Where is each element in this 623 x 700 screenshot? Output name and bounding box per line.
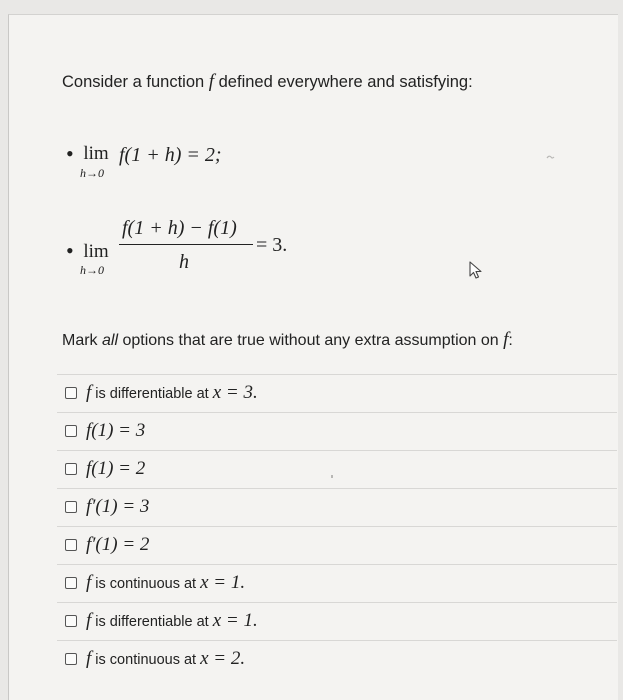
option-3[interactable] [62, 450, 615, 488]
condition-2-lim-sub: h→0 [80, 263, 104, 277]
intro-prefix: Consider a function [62, 73, 209, 91]
condition-1-expression-text: f(1 + h) = 2; [119, 144, 222, 166]
condition-2-numerator [122, 218, 237, 238]
option-3-checkbox[interactable] [65, 463, 77, 475]
condition-2-denominator-text: h [179, 251, 189, 273]
condition-1-lim-sub: h→0 [80, 166, 104, 180]
stray-mark [331, 475, 333, 478]
option-5[interactable] [62, 526, 615, 564]
option-5-label [86, 534, 149, 556]
instruction-var: f [503, 329, 509, 350]
option-8-checkbox[interactable] [65, 653, 77, 665]
option-8[interactable] [62, 640, 615, 678]
option-6-label [86, 572, 245, 594]
smudge-mark-icon [546, 154, 555, 161]
question-intro [62, 71, 473, 93]
option-7-math: x = 1. [212, 610, 258, 631]
condition-2-fraction-bar [119, 244, 253, 245]
option-2[interactable] [62, 412, 615, 450]
option-7-label [86, 610, 258, 632]
option-4-checkbox[interactable] [65, 501, 77, 513]
option-7[interactable] [62, 602, 615, 640]
option-7-var: f [86, 610, 92, 631]
intro-var: f [208, 71, 215, 92]
instruction-emph: all [102, 332, 119, 349]
option-6-math: x = 1. [200, 572, 246, 593]
option-1-checkbox[interactable] [65, 387, 77, 399]
option-3-label [86, 458, 145, 480]
option-4-math: f′(1) = 3 [86, 496, 150, 517]
condition-2-denominator [179, 252, 189, 272]
option-2-label [86, 420, 145, 442]
option-1-var: f [86, 382, 92, 403]
condition-2-lim: lim [83, 241, 109, 262]
question-panel [8, 14, 618, 700]
instruction-text [62, 329, 513, 351]
mouse-pointer-icon [469, 261, 485, 281]
option-5-checkbox[interactable] [65, 539, 77, 551]
instruction-prefix: Mark [62, 332, 102, 349]
condition-1-expression [119, 145, 222, 165]
option-7-text: is differentiable at [91, 614, 209, 630]
option-1[interactable] [62, 374, 615, 412]
option-1-label [86, 382, 258, 404]
option-8-var: f [86, 648, 92, 669]
option-6-checkbox[interactable] [65, 577, 77, 589]
intro-suffix: defined everywhere and satisfying: [214, 73, 473, 91]
condition-1-bullet: • [66, 141, 74, 166]
option-2-math: f(1) = 3 [86, 420, 146, 441]
option-6[interactable] [62, 564, 615, 602]
condition-2-rhs [256, 235, 287, 255]
instruction-middle: options that are true without any extra assumption on [118, 332, 504, 349]
condition-2-numerator-text: f(1 + h) − f(1) [122, 217, 237, 239]
option-6-var: f [86, 572, 92, 593]
condition-2-rhs-text: = 3. [256, 234, 288, 256]
option-7-checkbox[interactable] [65, 615, 77, 627]
option-8-text: is continuous at [91, 652, 197, 668]
option-8-math: x = 2. [200, 648, 246, 669]
option-4-label [86, 496, 149, 518]
option-5-math: f′(1) = 2 [86, 534, 150, 555]
option-8-label [86, 648, 245, 670]
instruction-suffix: : [508, 332, 513, 349]
condition-2-bullet: • [66, 238, 74, 263]
option-3-math: f(1) = 2 [86, 458, 146, 479]
option-4[interactable] [62, 488, 615, 526]
option-1-text: is differentiable at [91, 386, 209, 402]
option-1-math: x = 3. [212, 382, 258, 403]
option-2-checkbox[interactable] [65, 425, 77, 437]
option-6-text: is continuous at [91, 576, 197, 592]
condition-1-lim: lim [83, 143, 109, 164]
